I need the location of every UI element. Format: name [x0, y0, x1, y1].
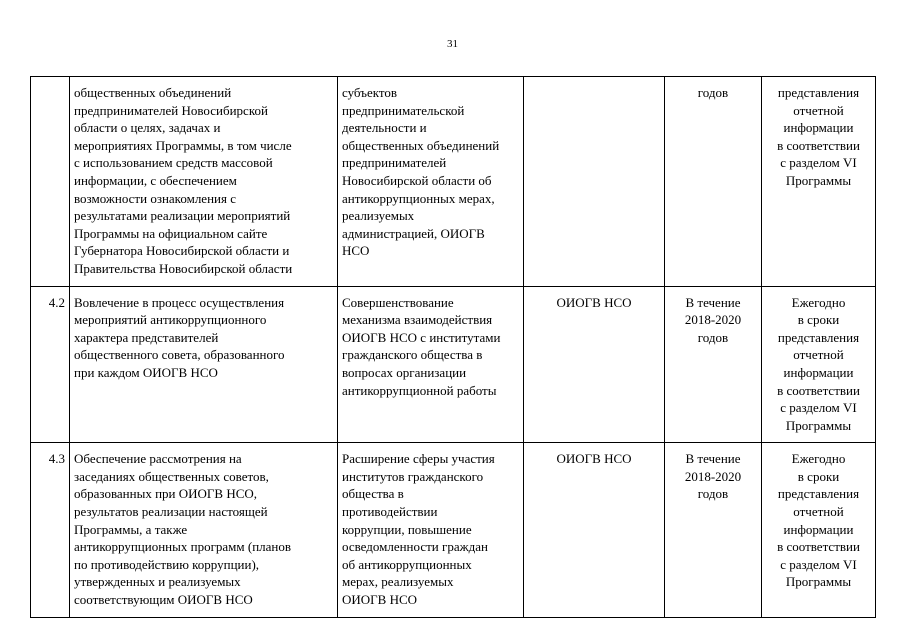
expected-result-cell: Совершенствование механизма взаимодействия ОИОГВ НСО с институтами гражданского общества в вопросах организации антикоррупционной работы — [338, 286, 524, 443]
page-number: 31 — [447, 38, 458, 50]
table-row — [31, 443, 876, 617]
reporting-cell: Ежегодно в сроки представления отчетной информации в соответствии с разделом VI Программы — [762, 443, 876, 617]
item-number-cell: 4.3 — [31, 443, 70, 617]
term-cell: В течение 2018-2020 годов — [665, 286, 762, 443]
executor-cell — [524, 77, 665, 287]
event-cell: общественных объединений предпринимателей Новосибирской области о целях, задачах и мероприятиях Программы, в том числе с использованием средств массовой информации, с обеспечением возможности ознакомления с результатами реализации мероприятий Программы на официальном сайте Губернатора Новосибирской области и Правительства Новосибирской области — [70, 77, 338, 287]
expected-result-cell: субъектов предпринимательской деятельности и общественных объединений предпринимателей Новосибирской области об антикоррупционных мерах, реализуемых администрацией, ОИОГВ НСО — [338, 77, 524, 287]
term-cell: годов — [665, 77, 762, 287]
item-number-cell: 4.2 — [31, 286, 70, 443]
item-number-cell — [31, 77, 70, 287]
expected-result-cell: Расширение сферы участия институтов гражданского общества в противодействии коррупции, повышение осведомленности граждан об антикоррупционных мерах, реализуемых ОИОГВ НСО — [338, 443, 524, 617]
table-row — [31, 77, 876, 287]
reporting-cell: представления отчетной информации в соответствии с разделом VI Программы — [762, 77, 876, 287]
reporting-cell: Ежегодно в сроки представления отчетной информации в соответствии с разделом VI Программы — [762, 286, 876, 443]
table-row — [31, 286, 876, 443]
measures-table — [30, 76, 876, 618]
executor-cell: ОИОГВ НСО — [524, 286, 665, 443]
term-cell: В течение 2018-2020 годов — [665, 443, 762, 617]
event-cell: Обеспечение рассмотрения на заседаниях общественных советов, образованных при ОИОГВ НСО, результатов реализации настоящей Программы, а также антикоррупционных программ (планов по противодействию коррупции), утвержденных и реализуемых соответствующим ОИОГВ НСО — [70, 443, 338, 617]
executor-cell: ОИОГВ НСО — [524, 443, 665, 617]
event-cell: Вовлечение в процесс осуществления мероприятий антикоррупционного характера представителей общественного совета, образованного при каждом ОИОГВ НСО — [70, 286, 338, 443]
